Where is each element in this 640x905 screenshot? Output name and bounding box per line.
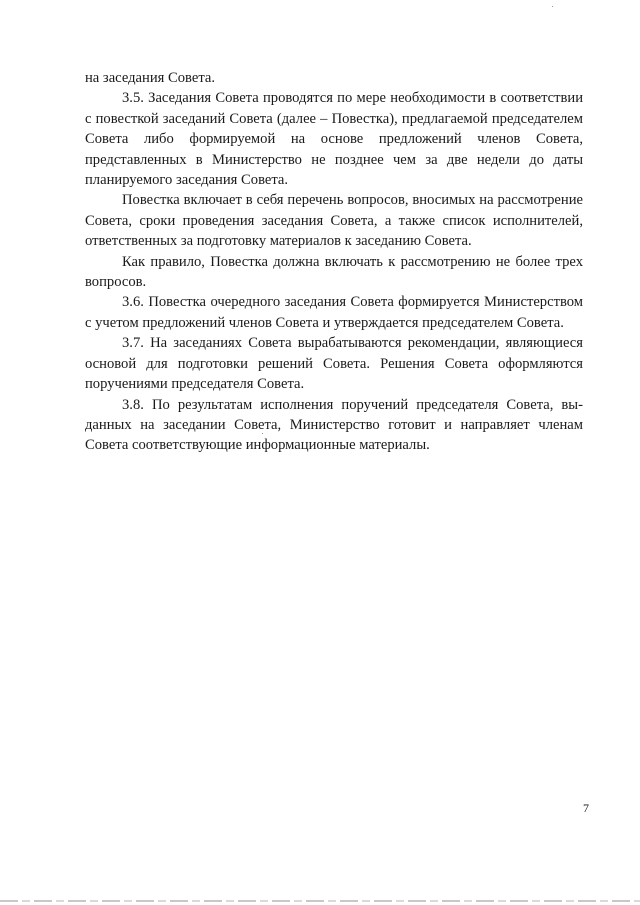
scan-speck	[552, 6, 553, 7]
paragraph-3-7: 3.7. На заседаниях Совета вырабатываются рекомендации, являющиеся основой для подготовки решений Совета. Решения Совета оформляются поручениями председателя Совета.	[85, 335, 583, 393]
paragraph-agenda-contents: Повестка включает в себя перечень вопросов, вносимых на рассмотрение Совета, сроки проведения заседания Совета, а также список исполнителей, ответственных за подготовку материалов к заседанию Совета.	[85, 192, 583, 250]
paragraph-3-5: 3.5. Заседания Совета проводятся по мере необходимости в соответствии с повесткой заседаний Совета (далее – Повестка), предлагаемой председателем Совета либо формируемой на основе предложений членов Совета, представленных в Министерство не позднее чем за две недели до даты планируемого заседания Совета.	[85, 90, 583, 189]
document-body	[85, 68, 583, 456]
scan-speck	[262, 433, 263, 434]
scan-bottom-edge	[0, 900, 640, 902]
paragraph-3-6: 3.6. Повестка очередного заседания Совета формируется Министерством с учетом предложений членов Совета и утверждается председателем Совета.	[85, 294, 583, 331]
paragraph-3-8: 3.8. По результатам исполнения поручений председателя Совета, выданных на заседании Совета, Министерство готовит и направляет членам Совета соответствующие информационные материалы.	[85, 396, 583, 454]
paragraph-continuation: на заседания Совета.	[85, 70, 215, 86]
paragraph-agenda-limit: Как правило, Повестка должна включать к рассмотрению не более трех вопросов.	[85, 253, 583, 291]
page-number: 7	[583, 801, 589, 815]
